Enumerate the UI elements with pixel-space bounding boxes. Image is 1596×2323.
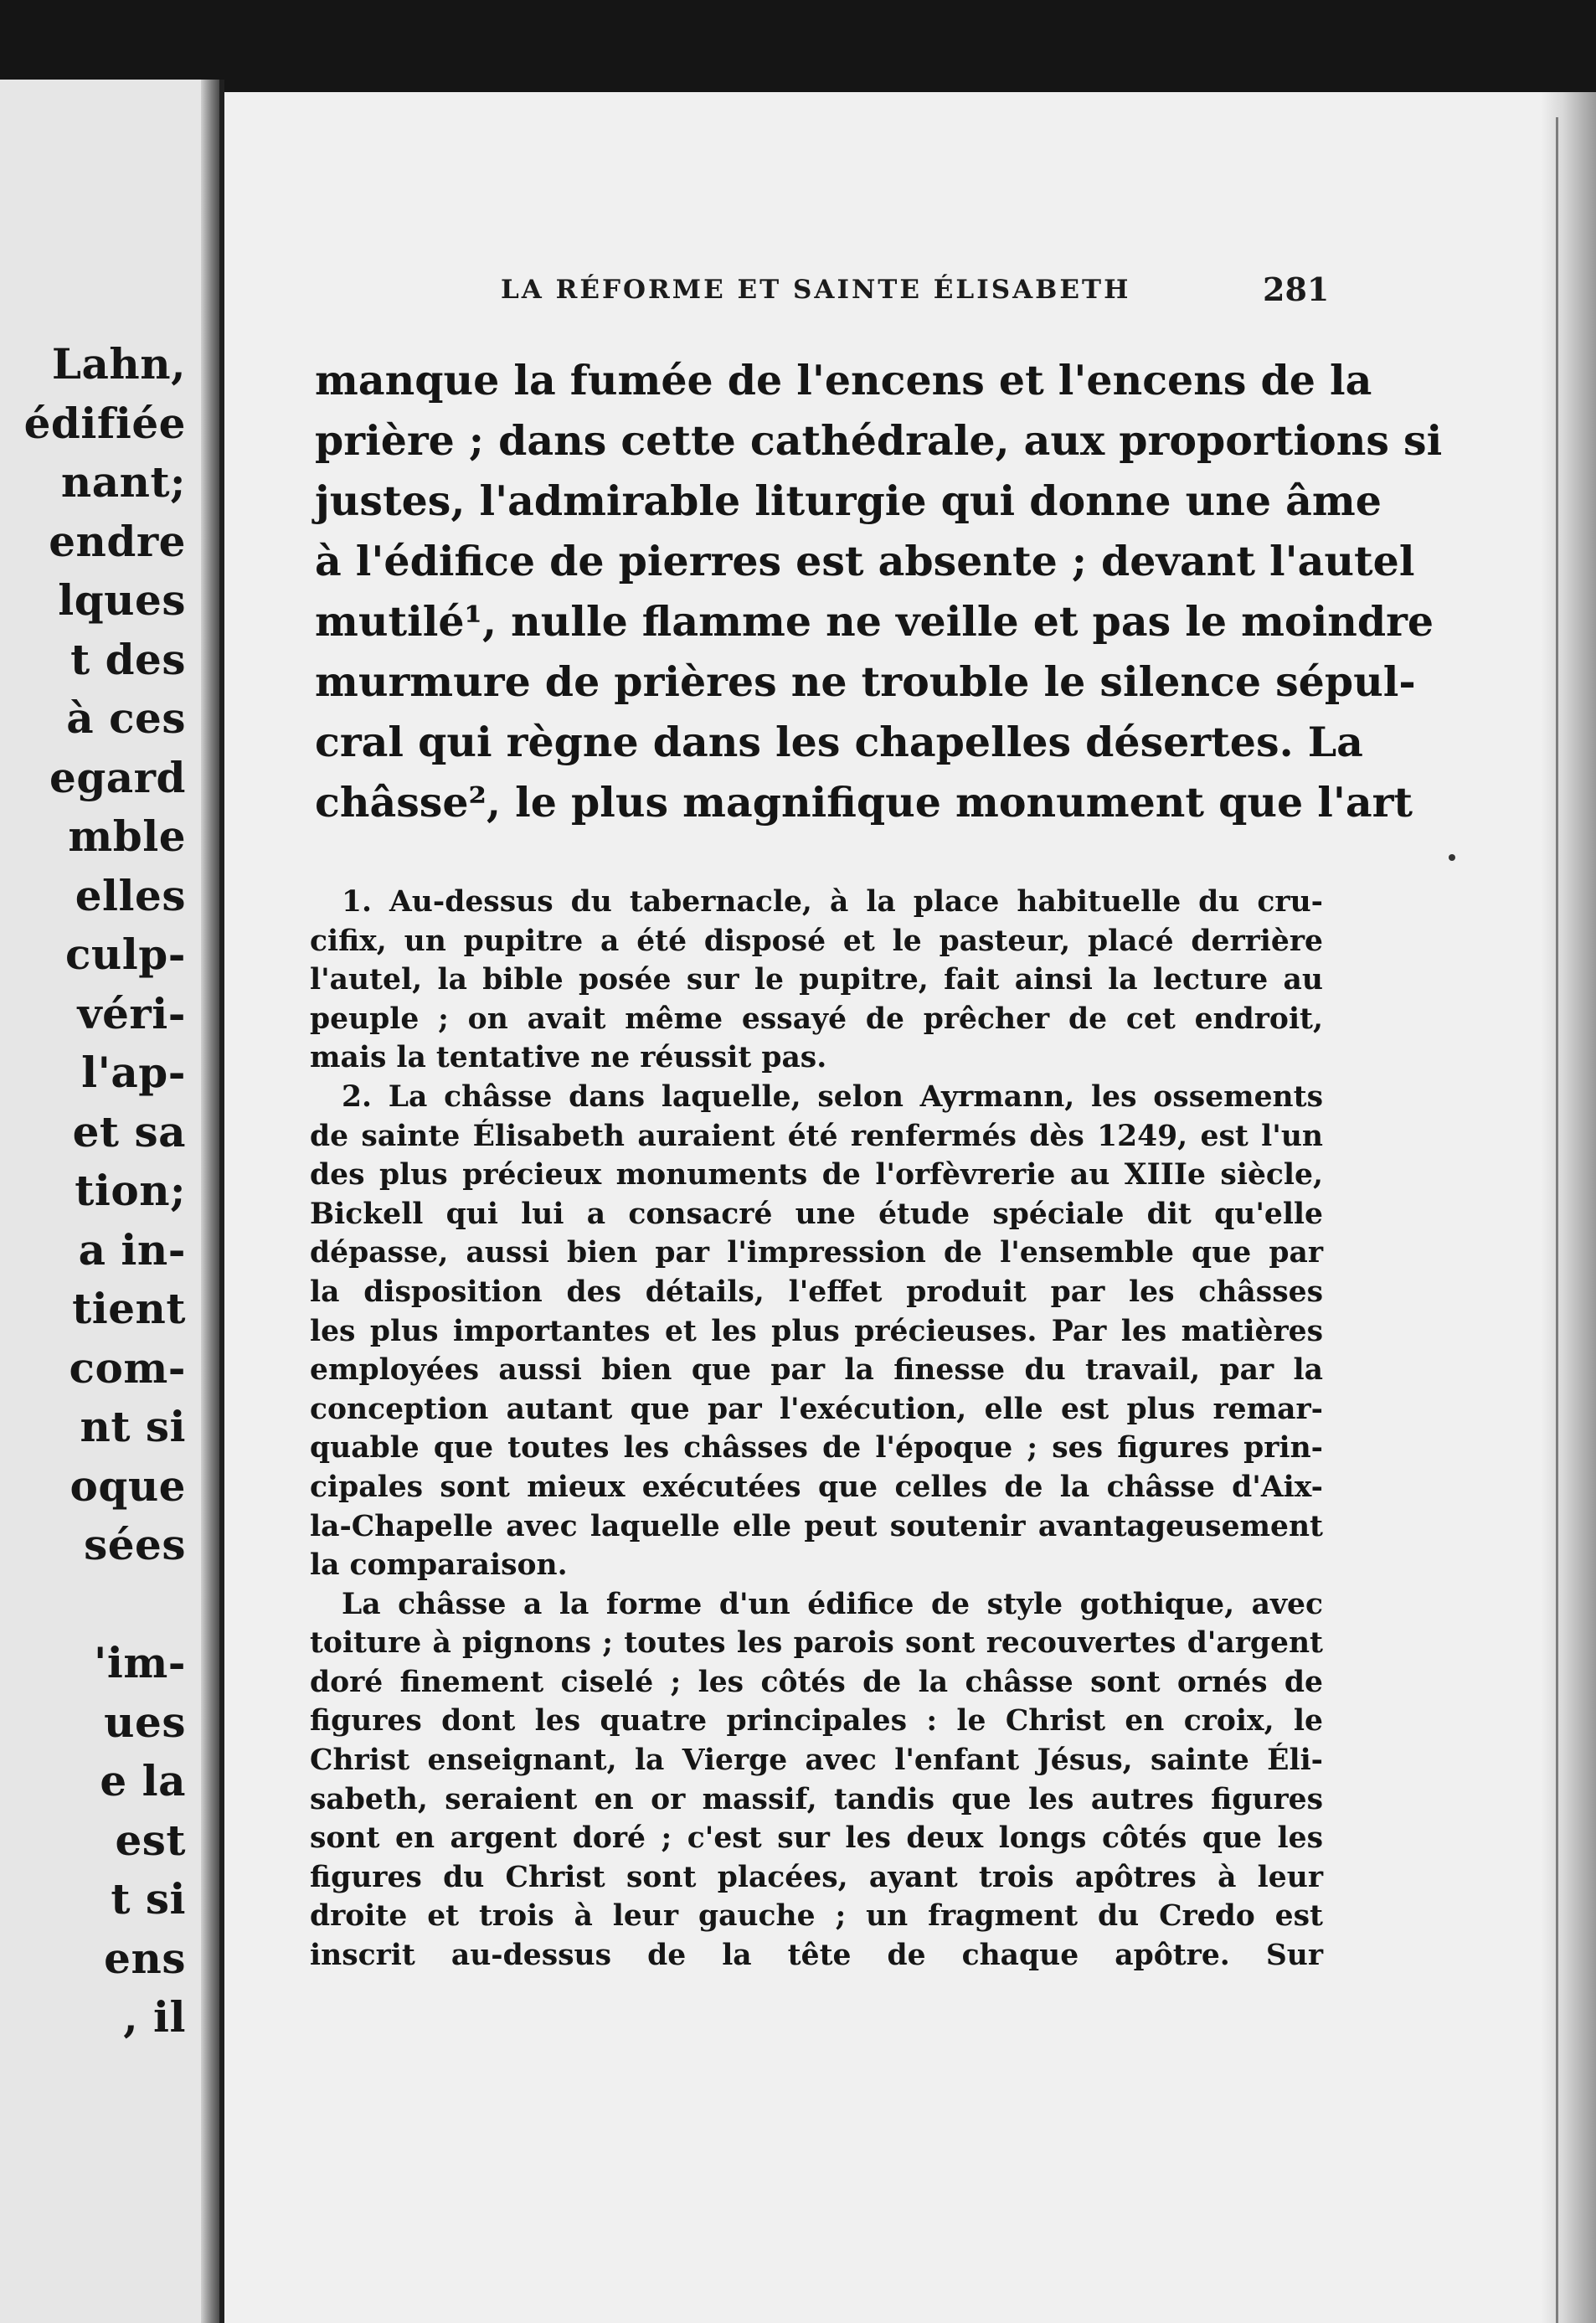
footnote-line: La châsse a la forme d'un édifice de style gothique, avec — [342, 1587, 1323, 1621]
footnote-line: figures du Christ sont placées, ayant trois apôtres à leur — [310, 1860, 1323, 1894]
facing-page-fragment: 'im- — [94, 1638, 186, 1687]
scan-speck — [1449, 854, 1455, 861]
running-title: LA RÉFORME ET SAINTE ÉLISABETH — [501, 275, 1131, 305]
facing-page-fragment: tion; — [75, 1166, 186, 1215]
body-line: murmure de prières ne trouble le silence sépul- — [315, 657, 1416, 706]
footnote-line: dépasse, aussi bien par l'impression de l'ensemble que par — [310, 1236, 1323, 1270]
footnote-line: employées aussi bien que par la finesse du travail, par la — [310, 1353, 1323, 1388]
facing-page-fragment: t des — [70, 634, 186, 684]
body-line: à l'édifice de pierres est absente ; devant l'autel — [315, 537, 1415, 585]
footnote-line: toiture à pignons ; toutes les parois sont recouvertes d'argent — [310, 1626, 1323, 1661]
footnote-line: Christ enseignant, la Vierge avec l'enfant Jésus, sainte Éli- — [310, 1744, 1323, 1778]
body-paragraph — [315, 350, 1443, 832]
facing-page-fragment: t si — [111, 1874, 186, 1924]
body-line: justes, l'admirable liturgie qui donne une âme — [315, 476, 1382, 525]
footnote-line: cipales sont mieux exécutées que celles de la châsse d'Aix- — [310, 1470, 1323, 1504]
footnote-line: la-Chapelle avec laquelle elle peut soutenir avantageusement — [310, 1509, 1323, 1543]
facing-page-fragment: ens — [104, 1933, 186, 1983]
facing-page-fragment: com- — [69, 1342, 186, 1393]
facing-page-fragment: édifiée — [23, 398, 186, 448]
facing-page-fragment: endre — [49, 516, 186, 566]
footnote-line: cifix, un pupitre a été disposé et le pasteur, placé derrière — [310, 924, 1323, 958]
body-line: châsse², le plus magnifique monument que l'art — [315, 778, 1413, 827]
facing-page-fragment: tient — [72, 1284, 186, 1333]
footnote-line: mais la tentative ne réussit pas. — [310, 1041, 827, 1075]
body-line: mutilé¹, nulle flamme ne veille et pas le moindre — [315, 597, 1434, 646]
facing-page-fragment: à ces — [66, 693, 186, 743]
facing-page-fragment: culp- — [64, 930, 186, 979]
facing-page-fragment: véri- — [77, 988, 186, 1038]
footnote-line: la disposition des détails, l'effet produit par les châsses — [310, 1275, 1323, 1309]
facing-page-fragment: ues — [104, 1697, 186, 1747]
facing-page-fragment: nant; — [60, 457, 186, 507]
facing-page-fragment: oque — [70, 1460, 186, 1511]
body-line: cral qui règne dans les chapelles désertes. La — [315, 718, 1363, 766]
facing-page-fragment: e la — [100, 1756, 186, 1805]
footnote-line: 2. La châsse dans laquelle, selon Ayrmann, les ossements — [342, 1079, 1323, 1114]
footnote-line: quable que toutes les châsses de l'époque ; ses figures prin- — [310, 1431, 1323, 1465]
facing-page-fragment: a in- — [78, 1224, 186, 1275]
facing-page-fragment: l'ap- — [81, 1048, 186, 1097]
footnote-line: Bickell qui lui a consacré une étude spéciale dit qu'elle — [310, 1197, 1323, 1231]
facing-page-fragment: mble — [68, 811, 186, 861]
facing-page-fragment: nt si — [80, 1402, 186, 1451]
facing-page-left — [0, 80, 201, 2323]
footnote-line: conception autant que par l'exécution, elle est plus remar- — [310, 1392, 1323, 1426]
facing-page-fragment: est — [115, 1815, 186, 1865]
facing-page-fragment: elles — [75, 870, 186, 920]
footnote-line: des plus précieux monuments de l'orfèvrerie au XIIIe siècle, — [310, 1158, 1323, 1192]
page-edge-line — [1556, 117, 1558, 2323]
footnote-line: de sainte Élisabeth auraient été renfermés dès 1249, est l'un — [310, 1119, 1323, 1153]
footnote-line: sont en argent doré ; c'est sur les deux longs côtés que les — [310, 1821, 1323, 1856]
page-edge-right — [1541, 92, 1596, 2323]
footnote-line: inscrit au-dessus de la tête de chaque apôtre. Sur — [310, 1939, 1323, 1973]
footnote-line: droite et trois à leur gauche ; un fragment du Credo est — [310, 1899, 1323, 1934]
footnote-line: l'autel, la bible posée sur le pupitre, fait ainsi la lecture au — [310, 963, 1323, 997]
footnote-line: la comparaison. — [310, 1548, 568, 1583]
body-line: manque la fumée de l'encens et l'encens de la — [315, 356, 1372, 404]
facing-page-fragment: lques — [58, 575, 186, 625]
footnotes — [310, 883, 1323, 1975]
facing-page-fragment: , il — [123, 1992, 186, 2042]
footnote-line: sabeth, seraient en or massif, tandis que les autres figures — [310, 1782, 1323, 1816]
footnote-line: les plus importantes et les plus précieuses. Par les matières — [310, 1314, 1323, 1348]
facing-page-fragment: Lahn, — [51, 339, 186, 389]
footnote-line: doré finement ciselé ; les côtés de la châsse sont ornés de — [310, 1665, 1323, 1699]
page-number: 281 — [1263, 270, 1330, 308]
footnote-line: 1. Au-dessus du tabernacle, à la place habituelle du cru- — [342, 885, 1323, 919]
footnote-line: figures dont les quatre principales : le Christ en croix, le — [310, 1704, 1323, 1738]
body-line: prière ; dans cette cathédrale, aux proportions si — [315, 416, 1443, 465]
facing-page-fragment: sées — [84, 1520, 186, 1569]
facing-page-fragment: et sa — [72, 1106, 186, 1156]
facing-page-fragment: egard — [49, 752, 186, 802]
footnote-line: peuple ; on avait même essayé de prêcher de cet endroit, — [310, 1002, 1323, 1036]
